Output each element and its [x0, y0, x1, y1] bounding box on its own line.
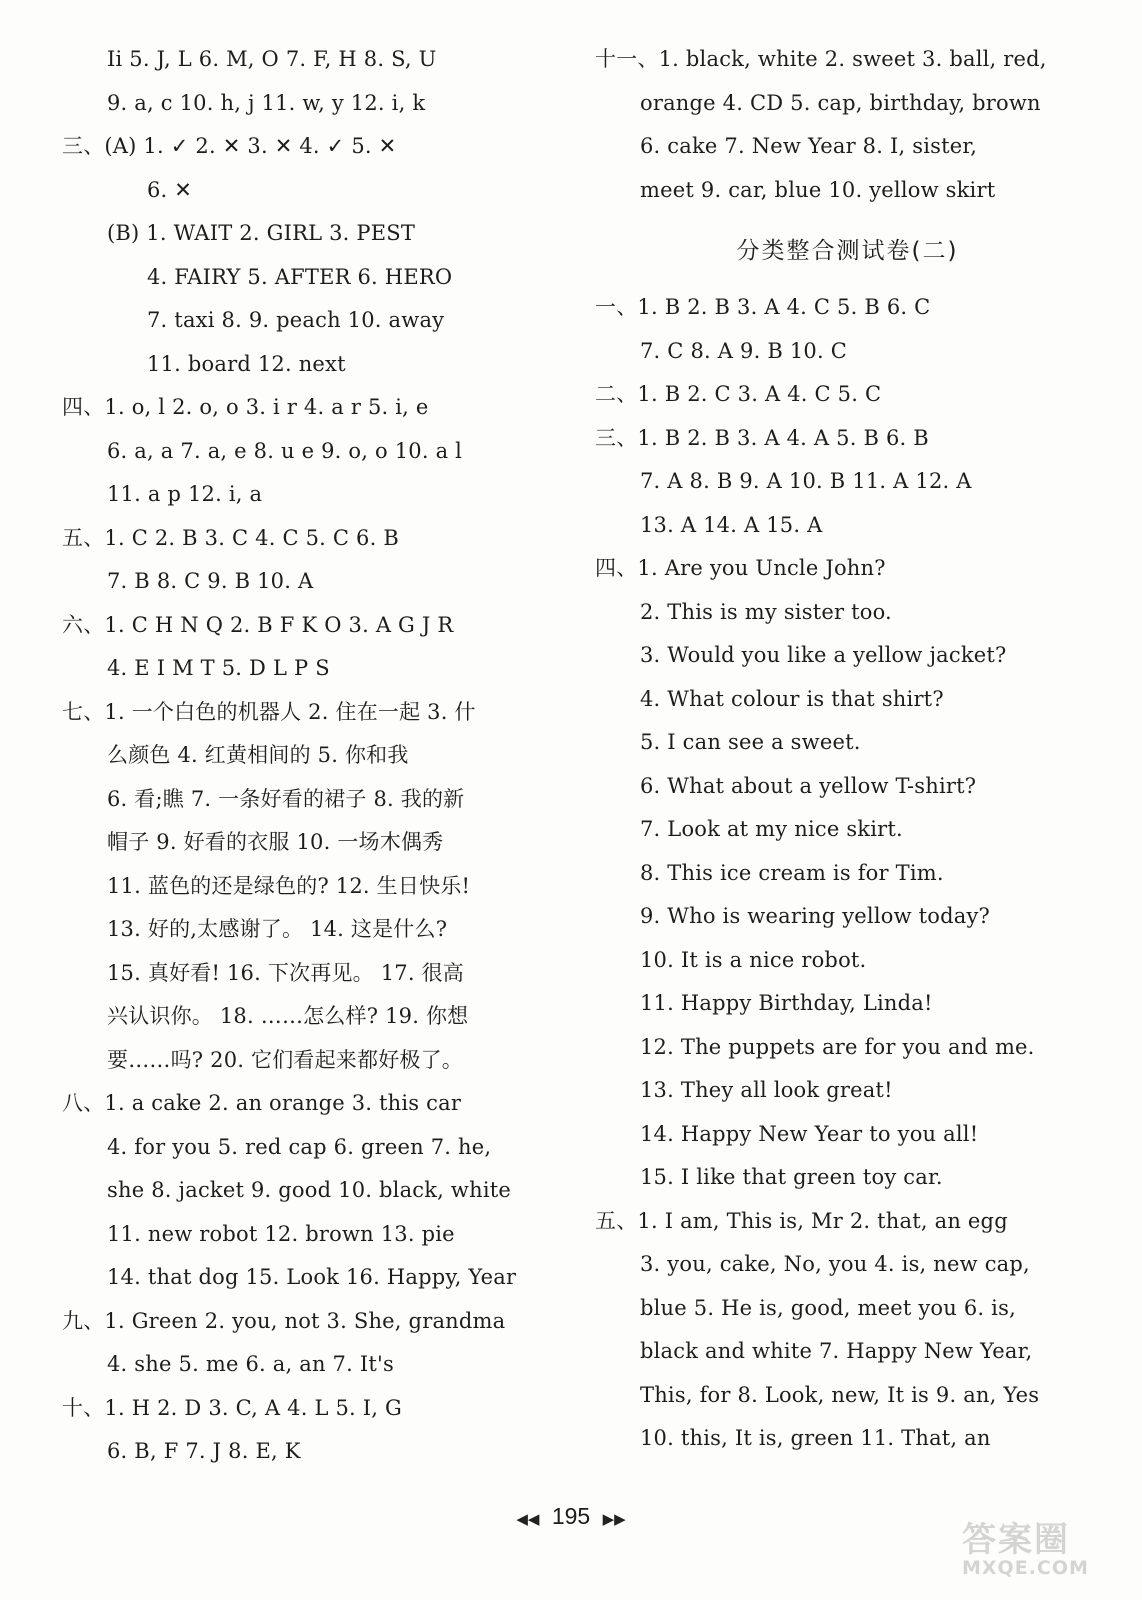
answer-line: 五、1. C 2. B 3. C 4. C 5. C 6. B [62, 525, 399, 550]
answer-line: 6. What about a yellow T-shirt? [640, 773, 977, 798]
answer-line: 15. I like that green toy car. [640, 1165, 943, 1189]
answer-line: blue 5. He is, good, meet you 6. is, [640, 1295, 1016, 1320]
answer-line: 4. she 5. me 6. a, an 7. It's [107, 1352, 394, 1376]
answer-line: (B) 1. WAIT 2. GIRL 3. PEST [107, 221, 416, 245]
answer-line: 7. taxi 8. 9. peach 10. away [147, 308, 445, 332]
section-title: 分类整合测试卷(二) [736, 238, 959, 264]
answer-line: 么颜色 4. 红黄相间的 5. 你和我 [107, 743, 409, 767]
answer-line: 4. What colour is that shirt? [640, 686, 944, 711]
answer-line: 9. a, c 10. h, j 11. w, y 12. i, k [107, 90, 426, 115]
answer-line: she 8. jacket 9. good 10. black, white [107, 1178, 512, 1202]
answer-line: 14. Happy New Year to you all! [640, 1121, 979, 1146]
answer-line: 11. board 12. next [147, 351, 346, 376]
answer-line: 11. new robot 12. brown 13. pie [107, 1221, 455, 1246]
answer-line: 6. a, a 7. a, e 8. u e 9. o, o 10. a l [107, 438, 463, 463]
answer-line: 7. A 8. B 9. A 10. B 11. A 12. A [640, 469, 972, 493]
answer-line: 二、1. B 2. C 3. A 4. C 5. C [595, 382, 882, 406]
answer-line: 九、1. Green 2. you, not 3. She, grandma [62, 1308, 506, 1333]
answer-line: 13. A 14. A 15. A [640, 512, 823, 537]
answer-line: 4. for you 5. red cap 6. green 7. he, [107, 1134, 492, 1159]
answer-line: meet 9. car, blue 10. yellow skirt [640, 177, 996, 202]
answer-line: 10. this, It is, green 11. That, an [640, 1426, 991, 1450]
answer-line: 5. I can see a sweet. [640, 730, 861, 754]
answer-line: 7. Look at my nice skirt. [640, 817, 903, 841]
answer-line: 3. Would you like a yellow jacket? [640, 643, 1007, 667]
answer-line: 11. 蓝色的还是绿色的? 12. 生日快乐! [107, 873, 471, 898]
answer-line: 2. This is my sister too. [640, 599, 892, 624]
answer-line: 8. This ice cream is for Tim. [640, 860, 944, 885]
answer-line: 兴认识你。 18. ……怎么样? 19. 你想 [107, 1004, 469, 1028]
answer-line: Ii 5. J, L 6. M, O 7. F, H 8. S, U [107, 47, 437, 71]
answer-line: 要……吗? 20. 它们看起来都好极了。 [107, 1047, 464, 1072]
watermark-url: MXQE.COM [962, 1557, 1089, 1579]
answer-line: 4. FAIRY 5. AFTER 6. HERO [147, 264, 453, 289]
prev-arrows-icon: ◀◀ [516, 1511, 540, 1528]
answer-line: 十、1. H 2. D 3. C, A 4. L 5. I, G [62, 1395, 403, 1420]
answer-line: black and white 7. Happy New Year, [640, 1339, 1033, 1363]
answer-line: 四、1. o, l 2. o, o 3. i r 4. a r 5. i, e [62, 395, 429, 419]
answer-line: 14. that dog 15. Look 16. Happy, Year [107, 1265, 517, 1289]
answer-line: 五、1. I am, This is, Mr 2. that, an egg [595, 1208, 1008, 1233]
answer-line: 3. you, cake, No, you 4. is, new cap, [640, 1252, 1030, 1276]
answer-line: 10. It is a nice robot. [640, 947, 867, 972]
answer-line: orange 4. CD 5. cap, birthday, brown [640, 90, 1041, 115]
answer-line: 7. B 8. C 9. B 10. A [107, 569, 314, 593]
answer-line: 13. They all look great! [640, 1078, 893, 1102]
answer-line: 6. B, F 7. J 8. E, K [107, 1439, 301, 1463]
answer-line: 八、1. a cake 2. an orange 3. this car [62, 1091, 462, 1115]
watermark-text: 答案圈 [962, 1520, 1070, 1560]
answer-line: 12. The puppets are for you and me. [640, 1034, 1035, 1059]
answer-line: This, for 8. Look, new, It is 9. an, Yes [640, 1382, 1040, 1407]
answer-line: 4. E I M T 5. D L P S [107, 656, 330, 680]
answer-line: 三、1. B 2. B 3. A 4. A 5. B 6. B [595, 425, 929, 450]
answer-line: 三、(A) 1. ✓ 2. ✕ 3. ✕ 4. ✓ 5. ✕ [62, 134, 397, 158]
left-answer-column [62, 38, 562, 1474]
answer-line: 十一、1. black, white 2. sweet 3. ball, red, [595, 47, 1047, 71]
answer-line: 11. a p 12. i, a [107, 482, 263, 506]
watermark-logo [962, 1512, 1132, 1592]
next-arrows-icon: ▶▶ [602, 1511, 626, 1528]
answer-line: 四、1. Are you Uncle John? [595, 556, 886, 580]
answer-line: 13. 好的,太感谢了。 14. 这是什么? [107, 917, 448, 941]
answer-line: 7. C 8. A 9. B 10. C [640, 338, 847, 363]
answer-line: 6. 看;瞧 7. 一条好看的裙子 8. 我的新 [107, 786, 465, 811]
answer-line: 11. Happy Birthday, Linda! [640, 991, 933, 1015]
answer-line: 6. cake 7. New Year 8. I, sister, [640, 134, 978, 158]
answer-line: 15. 真好看! 16. 下次再见。 17. 很高 [107, 960, 465, 985]
right-top-answers [595, 38, 1100, 212]
answer-line: 六、1. C H N Q 2. B F K O 3. A G J R [62, 612, 454, 637]
right-answer-column [595, 38, 1100, 1461]
page-number: 195 [551, 1503, 591, 1529]
answer-line: 帽子 9. 好看的衣服 10. 一场木偶秀 [107, 830, 444, 854]
answer-line: 七、1. 一个白色的机器人 2. 住在一起 3. 什 [62, 699, 476, 724]
right-bottom-answers [595, 286, 1100, 1461]
answer-line: 一、1. B 2. B 3. A 4. C 5. B 6. C [595, 295, 931, 319]
answer-line: 6. ✕ [147, 177, 193, 202]
answer-line: 9. Who is wearing yellow today? [640, 904, 991, 928]
